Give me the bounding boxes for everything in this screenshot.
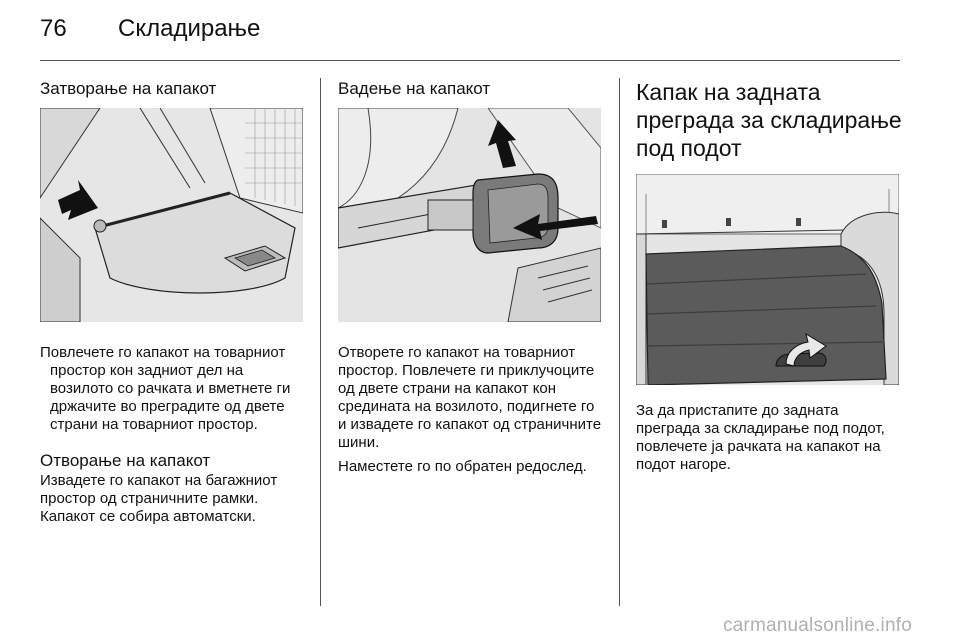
figure-closing-cover bbox=[40, 108, 303, 322]
figure-underfloor-cover bbox=[636, 174, 899, 385]
section-heading-removing-cover: Вадење на капакот bbox=[338, 79, 491, 98]
page-number: 76 bbox=[40, 15, 67, 42]
column-2 bbox=[338, 78, 606, 476]
opening-cover-text: Извадете го капакот на багажниот простор од страничните рамки. Капакот се собира автоматски. bbox=[40, 472, 278, 525]
section-heading-opening-cover: Отворање на капакот bbox=[40, 451, 211, 470]
removing-cover-text: Отворете го капакот на товарниот простор. Повлечете ги приклучоците од двете страни на капакот кон средината на возилото, подигнете го и извадете го капакот од страничните шини. bbox=[338, 344, 602, 451]
page-title: Складирање bbox=[118, 15, 261, 42]
section-heading-underfloor-storage: Капак на задната преграда за складирање под подот bbox=[636, 79, 902, 161]
column-divider-2 bbox=[619, 78, 620, 606]
section-heading-closing-cover: Затворање на капакот bbox=[40, 79, 217, 98]
header-divider bbox=[40, 60, 900, 61]
column-1 bbox=[40, 78, 310, 526]
watermark: carmanualsonline.info bbox=[722, 615, 912, 636]
underfloor-storage-text: За да пристапите до задната преграда за складирање под подот, повлечете ја рачката на капакот на подот нагоре. bbox=[636, 402, 885, 473]
closing-cover-text: Повлечете го капакот на товарниот простор кон задниот дел на возилото со рачката и вметнете ги држачите во преградите од двете страни на товарниот простор. bbox=[40, 344, 291, 433]
column-divider-1 bbox=[320, 78, 321, 606]
column-3 bbox=[636, 78, 906, 474]
reinstall-text: Наместете го по обратен редослед. bbox=[338, 458, 587, 475]
figure-removing-cover bbox=[338, 108, 601, 322]
